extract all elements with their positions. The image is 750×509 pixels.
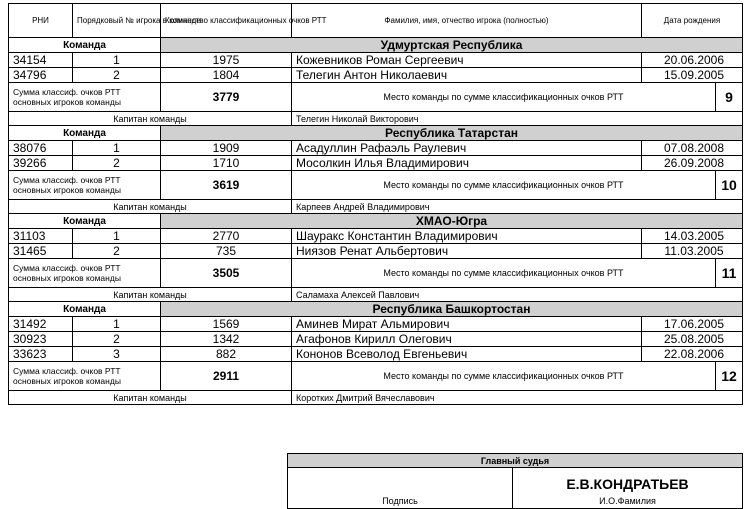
team-name: ХМАО-Югра <box>161 214 743 229</box>
place-label: Место команды по сумме классификационных очков РТТ <box>292 259 716 288</box>
captain-label: Капитан команды <box>9 200 292 214</box>
player-row <box>9 317 743 332</box>
player-order: 2 <box>73 68 161 83</box>
captain-name: Коротких Дмитрий Вячеславович <box>292 391 743 405</box>
player-dob: 22.08.2006 <box>642 347 743 362</box>
header-row <box>9 4 743 38</box>
team-header-row <box>9 214 743 229</box>
team-sum-value: 3779 <box>161 83 292 112</box>
judge-title: Главный судья <box>288 454 743 468</box>
player-name: Асадуллин Рафаэль Раулевич <box>292 141 642 156</box>
team-header-row <box>9 38 743 53</box>
player-points: 1909 <box>161 141 292 156</box>
player-dob: 25.08.2005 <box>642 332 743 347</box>
player-rni: 38076 <box>9 141 73 156</box>
team-place-value: 12 <box>716 362 743 391</box>
player-row <box>9 332 743 347</box>
player-dob: 11.03.2005 <box>642 244 743 259</box>
judge-name: Е.В.КОНДРАТЬЕВ <box>566 476 689 492</box>
player-name: Ниязов Ренат Альбертович <box>292 244 642 259</box>
player-order: 1 <box>73 317 161 332</box>
player-points: 1975 <box>161 53 292 68</box>
judge-name-cell <box>513 468 743 509</box>
team-sum-value: 3619 <box>161 171 292 200</box>
player-row <box>9 68 743 83</box>
captain-row <box>9 200 743 214</box>
place-label: Место команды по сумме классификационных очков РТТ <box>292 362 716 391</box>
sum-label: Сумма классиф. очков РТТ основных игроков команды <box>9 171 161 200</box>
player-points: 1342 <box>161 332 292 347</box>
header-name: Фамилия, имя, отчество игрока (полностью) <box>292 4 642 38</box>
captain-row <box>9 391 743 405</box>
chief-judge-block <box>287 453 743 509</box>
captain-label: Капитан команды <box>9 112 292 126</box>
captain-name: Карпеев Андрей Владимирович <box>292 200 743 214</box>
player-row <box>9 229 743 244</box>
player-dob: 07.08.2008 <box>642 141 743 156</box>
team-name: Удмуртская Республика <box>161 38 743 53</box>
signature-label: Подпись <box>382 496 418 506</box>
player-dob: 15.09.2005 <box>642 68 743 83</box>
player-name: Агафонов Кирилл Олегович <box>292 332 642 347</box>
team-sum-value: 2911 <box>161 362 292 391</box>
captain-row <box>9 112 743 126</box>
player-name: Шауракс Константин Владимирович <box>292 229 642 244</box>
player-name: Кожевников Роман Сергеевич <box>292 53 642 68</box>
player-row <box>9 141 743 156</box>
team-place-value: 11 <box>716 259 743 288</box>
judge-name-label: И.О.Фамилия <box>599 496 656 506</box>
team-header-row <box>9 126 743 141</box>
player-dob: 20.06.2006 <box>642 53 743 68</box>
player-dob: 26.09.2008 <box>642 156 743 171</box>
player-order: 1 <box>73 141 161 156</box>
teams-table <box>8 3 743 405</box>
player-dob: 14.03.2005 <box>642 229 743 244</box>
sum-label: Сумма классиф. очков РТТ основных игроков команды <box>9 362 161 391</box>
player-order: 1 <box>73 53 161 68</box>
player-row <box>9 244 743 259</box>
player-points: 1710 <box>161 156 292 171</box>
player-order: 2 <box>73 332 161 347</box>
player-rni: 30923 <box>9 332 73 347</box>
place-label: Место команды по сумме классификационных очков РТТ <box>292 171 716 200</box>
team-label: Команда <box>9 38 161 53</box>
player-name: Мосолкин Илья Владимирович <box>292 156 642 171</box>
player-order: 3 <box>73 347 161 362</box>
signature-cell <box>288 468 513 509</box>
player-name: Аминев Мират Альмирович <box>292 317 642 332</box>
team-label: Команда <box>9 214 161 229</box>
player-points: 735 <box>161 244 292 259</box>
place-label: Место команды по сумме классификационных очков РТТ <box>292 83 716 112</box>
captain-name: Саламаха Алексей Павлович <box>292 288 743 302</box>
player-row <box>9 156 743 171</box>
player-row <box>9 347 743 362</box>
player-rni: 33623 <box>9 347 73 362</box>
team-name: Республика Татарстан <box>161 126 743 141</box>
player-points: 1804 <box>161 68 292 83</box>
sum-label: Сумма классиф. очков РТТ основных игроков команды <box>9 259 161 288</box>
team-place-value: 9 <box>716 83 743 112</box>
team-sum-row <box>9 171 743 200</box>
player-rni: 31492 <box>9 317 73 332</box>
header-rni: РНИ <box>9 4 73 38</box>
player-points: 1569 <box>161 317 292 332</box>
player-points: 2770 <box>161 229 292 244</box>
captain-name: Телегин Николай Викторович <box>292 112 743 126</box>
team-sum-row <box>9 83 743 112</box>
team-sum-row <box>9 362 743 391</box>
player-order: 2 <box>73 244 161 259</box>
captain-label: Капитан команды <box>9 288 292 302</box>
player-dob: 17.06.2005 <box>642 317 743 332</box>
sum-label: Сумма классиф. очков РТТ основных игроков команды <box>9 83 161 112</box>
team-place-value: 10 <box>716 171 743 200</box>
player-rni: 34796 <box>9 68 73 83</box>
captain-row <box>9 288 743 302</box>
team-name: Республика Башкортостан <box>161 302 743 317</box>
team-header-row <box>9 302 743 317</box>
player-order: 2 <box>73 156 161 171</box>
player-row <box>9 53 743 68</box>
header-dob: Дата рождения <box>642 4 743 38</box>
player-rni: 31465 <box>9 244 73 259</box>
player-order: 1 <box>73 229 161 244</box>
player-name: Кононов Всеволод Евгеньевич <box>292 347 642 362</box>
player-points: 882 <box>161 347 292 362</box>
player-name: Телегин Антон Николаевич <box>292 68 642 83</box>
team-label: Команда <box>9 302 161 317</box>
player-rni: 39266 <box>9 156 73 171</box>
team-sum-value: 3505 <box>161 259 292 288</box>
header-points: Количество классификационных очков РТТ <box>161 4 292 38</box>
team-sum-row <box>9 259 743 288</box>
header-order: Порядковый № игрока в команде <box>73 4 161 38</box>
player-rni: 34154 <box>9 53 73 68</box>
captain-label: Капитан команды <box>9 391 292 405</box>
team-label: Команда <box>9 126 161 141</box>
player-rni: 31103 <box>9 229 73 244</box>
